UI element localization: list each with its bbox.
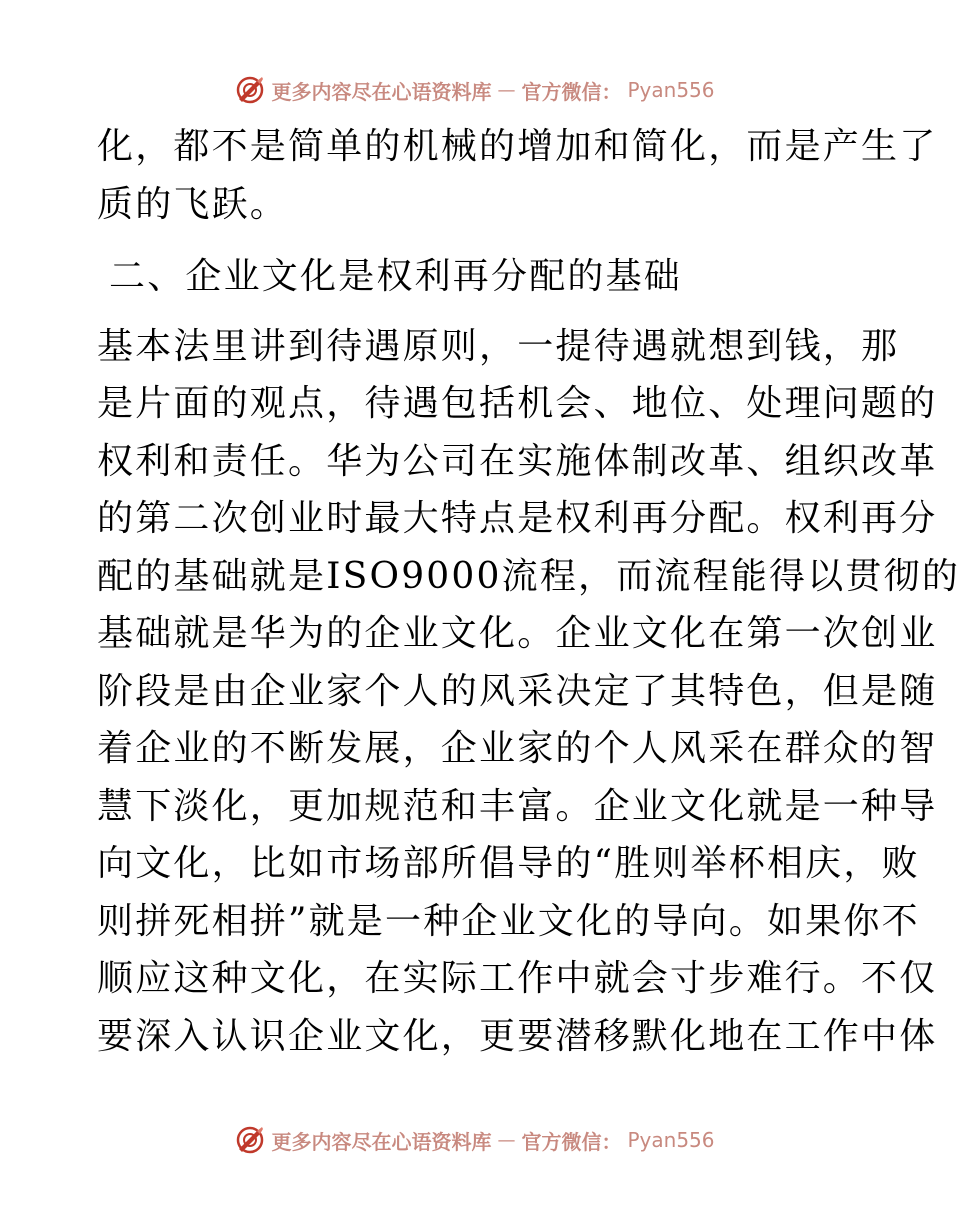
watermark-brand-text: 更多内容尽在心语资料库 — [271, 79, 492, 104]
text-line: 则拼死相拼”就是一种企业文化的导向。如果你不 — [97, 900, 920, 942]
text-line: 阶段是由企业家个人的风采决定了其特色，但是随 — [97, 670, 938, 712]
watermark-official-label: 官方微信： — [521, 1129, 622, 1154]
header-watermark — [0, 70, 950, 110]
text-line: 向文化，比如市场部所倡导的“胜则举杯相庆，败 — [97, 843, 920, 884]
watermark-separator: — — [497, 1129, 516, 1151]
text-line: 要深入认识企业文化，更要潜移默化地在工作中体 — [97, 1015, 938, 1057]
watermark-account: Pyan556 — [627, 1128, 715, 1152]
footer-watermark — [0, 1120, 950, 1160]
text-line: 顺应这种文化，在实际工作中就会寸步难行。不仅 — [97, 958, 938, 999]
text-line: 是片面的观点，待遇包括机会、地位、处理问题的 — [97, 383, 938, 424]
text-line: 质的飞跃。 — [97, 183, 289, 225]
watermark-separator: — — [497, 79, 516, 101]
section-heading: 二、企业文化是权利再分配的基础 — [109, 256, 683, 297]
paragraph-2 — [97, 318, 960, 1066]
watermark-account: Pyan556 — [627, 78, 715, 102]
watermark-official-label: 官方微信： — [521, 79, 622, 104]
paragraph-1 — [97, 118, 938, 233]
brand-logo-icon — [235, 75, 265, 105]
text-line: 权利和责任。华为公司在实施体制改革、组织改革 — [97, 440, 938, 482]
text-line: 基础就是华为的企业文化。企业文化在第一次创业 — [97, 613, 938, 654]
text-line: 配的基础就是ISO9000流程，而流程能得以贯彻的 — [97, 555, 960, 597]
text-line: 化，都不是简单的机械的增加和简化，而是产生了 — [97, 126, 938, 167]
brand-logo-icon — [235, 1125, 265, 1155]
text-line: 基本法里讲到待遇原则，一提待遇就想到钱，那 — [97, 325, 900, 367]
text-line: 着企业的不断发展，企业家的个人风采在群众的智 — [97, 728, 938, 769]
text-line: 的第二次创业时最大特点是权利再分配。权利再分 — [97, 498, 938, 539]
text-line: 慧下淡化，更加规范和丰富。企业文化就是一种导 — [97, 785, 938, 827]
watermark-brand-text: 更多内容尽在心语资料库 — [271, 1129, 492, 1154]
document-body — [97, 118, 960, 1065]
